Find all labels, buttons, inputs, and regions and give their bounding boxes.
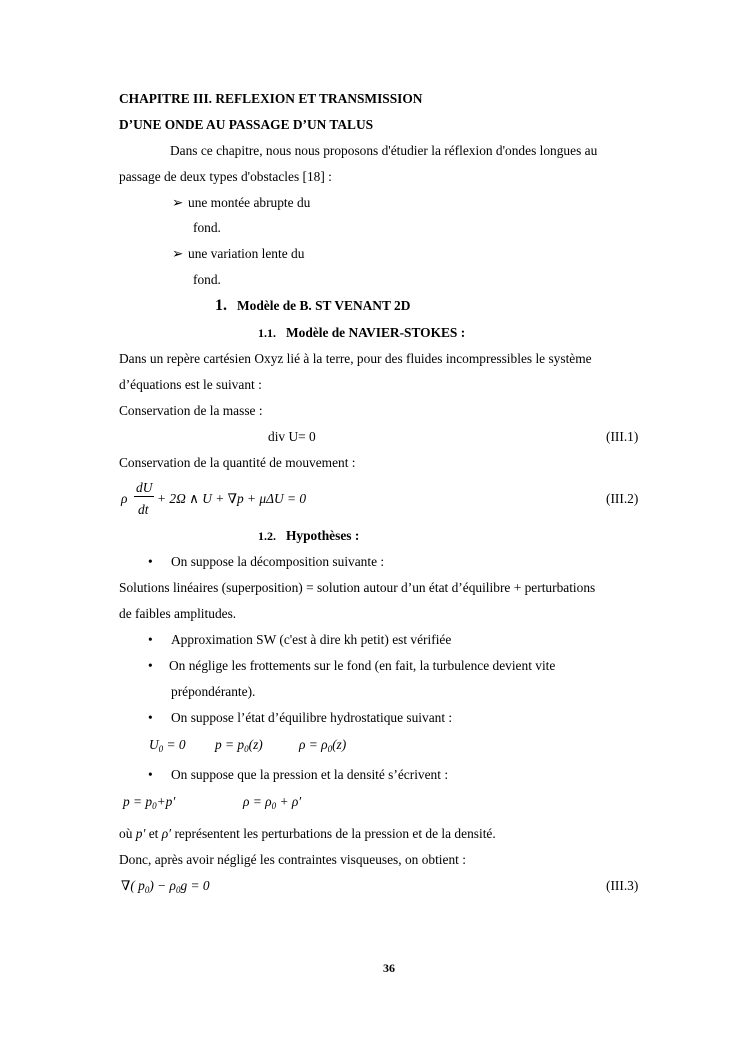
eq-u0: [149, 737, 186, 757]
eq-symbol: ρ′: [161, 826, 172, 841]
chapter-title-line2: D’UNE ONDE AU PASSAGE D’UN TALUS: [119, 117, 374, 132]
hypothesis-text: On suppose que la pression et la densité s’écrivent :: [171, 767, 449, 782]
eq-symbol: = 0: [163, 737, 186, 752]
donc-line: Donc, après avoir négligé les contraintes visqueuses, on obtient :: [119, 852, 466, 867]
repere-line1: Dans un repère cartésien Oxyz lié à la terre, pour des fluides incompressibles le système: [119, 351, 592, 366]
hypothesis-item: [148, 554, 384, 570]
equation-number-1: (III.1): [606, 429, 639, 444]
list-item-text: une variation lente du: [188, 246, 305, 261]
list-item-text: une montée abrupte du: [188, 195, 311, 210]
arrow-bullet-icon: ➢: [172, 246, 184, 261]
text-fragment: où: [119, 826, 136, 841]
eq-symbol: ∇( p: [121, 878, 145, 893]
section-number: 1.: [215, 297, 227, 314]
list-item: [172, 195, 310, 211]
eq-symbol: g = 0: [180, 878, 210, 893]
list-item: [172, 246, 304, 262]
bullet-icon: •: [148, 767, 153, 782]
intro-line1: Dans ce chapitre, nous nous proposons d'étudier la réflexion d'ondes longues au: [170, 143, 598, 158]
section-number: 1.2.: [258, 529, 276, 543]
hypothesis-item: [148, 767, 448, 783]
hypothesis-item: [148, 658, 555, 674]
qdm-label: Conservation de la quantité de mouvement :: [119, 455, 356, 470]
eq-symbol: (z): [332, 737, 347, 752]
eq2-numerator: dU: [136, 480, 153, 495]
ou-line: [119, 826, 496, 842]
hypothesis-text: On suppose l’état d’équilibre hydrostatique suivant :: [171, 710, 453, 725]
eq-subscript: 0: [152, 801, 157, 811]
eq-subscript: 0: [175, 885, 181, 895]
bullet-icon: •: [148, 554, 153, 569]
equation-number-2: (III.2): [606, 491, 639, 506]
hypothesis-text: On néglige les frottements sur le fond (en fait, la turbulence devient vite: [169, 658, 556, 673]
eq-symbol: ρ = ρ: [299, 737, 328, 752]
repere-line2: d’équations est le suivant :: [119, 377, 262, 392]
masse-label: Conservation de la masse :: [119, 403, 263, 418]
eq-rho0: [299, 737, 346, 757]
equation-3: [121, 878, 210, 898]
eq-symbol: +p′: [156, 794, 176, 809]
eq-symbol: + ρ′: [276, 794, 302, 809]
eq-symbol: ρ = ρ: [243, 794, 272, 809]
eq-symbol: p′: [135, 826, 146, 841]
page-number: 36: [383, 961, 395, 975]
solutions-line2: de faibles amplitudes.: [119, 606, 237, 621]
eq2-rho: ρ: [121, 491, 128, 506]
eq-symbol: U: [149, 737, 159, 752]
section-heading-1: [215, 298, 410, 314]
section-heading-1-2: [258, 528, 359, 544]
eq-symbol: ) − ρ: [149, 878, 176, 893]
eq2-denominator: dt: [138, 502, 149, 517]
text-fragment: et: [145, 826, 162, 841]
bullet-icon: •: [148, 710, 153, 725]
eq-subscript: 0: [244, 744, 249, 754]
hypothesis-continuation: prépondérante).: [171, 684, 256, 699]
eq-subscript: 0: [158, 744, 164, 754]
list-item-continuation: fond.: [193, 220, 221, 235]
section-heading-1-1: [258, 325, 465, 341]
eq-subscript: 0: [271, 801, 277, 811]
hypothesis-text: On suppose la décomposition suivante :: [171, 554, 385, 569]
eq2-rest: + 2Ω ∧ U + ∇p + μΔU = 0: [157, 491, 307, 506]
hypothesis-item: [148, 632, 451, 648]
section-number: 1.1.: [258, 326, 276, 340]
equation-1: div U= 0: [268, 429, 316, 444]
list-item-continuation: fond.: [193, 272, 221, 287]
bullet-icon: •: [148, 632, 153, 647]
hypothesis-text: Approximation SW (c'est à dire kh petit) est vérifiée: [171, 632, 452, 647]
eq-symbol: (z): [248, 737, 263, 752]
section-title: Modèle de NAVIER-STOKES :: [286, 325, 466, 340]
eq-p0: [215, 737, 263, 757]
hypothesis-item: [148, 710, 452, 726]
fraction-bar: [134, 496, 154, 497]
solutions-line1: Solutions linéaires (superposition) = solution autour d’un état d’équilibre + perturbations: [119, 580, 596, 595]
text-fragment: représentent les perturbations de la pression et de la densité.: [171, 826, 496, 841]
intro-line2: passage de deux types d'obstacles [18] :: [119, 169, 332, 184]
eq-subscript: 0: [327, 744, 333, 754]
eq-rho-pert: [243, 794, 301, 814]
section-title: Modèle de B. ST VENANT 2D: [237, 298, 411, 313]
eq-subscript: 0: [144, 885, 150, 895]
chapter-title-line1: CHAPITRE III. REFLEXION ET TRANSMISSION: [119, 91, 423, 106]
bullet-icon: •: [148, 658, 153, 673]
eq-symbol: p = p: [123, 794, 153, 809]
eq-symbol: p = p: [215, 737, 245, 752]
equation-number-3: (III.3): [606, 878, 639, 893]
arrow-bullet-icon: ➢: [172, 195, 184, 210]
section-title: Hypothèses :: [286, 528, 360, 543]
eq-p-pert: [123, 794, 175, 814]
